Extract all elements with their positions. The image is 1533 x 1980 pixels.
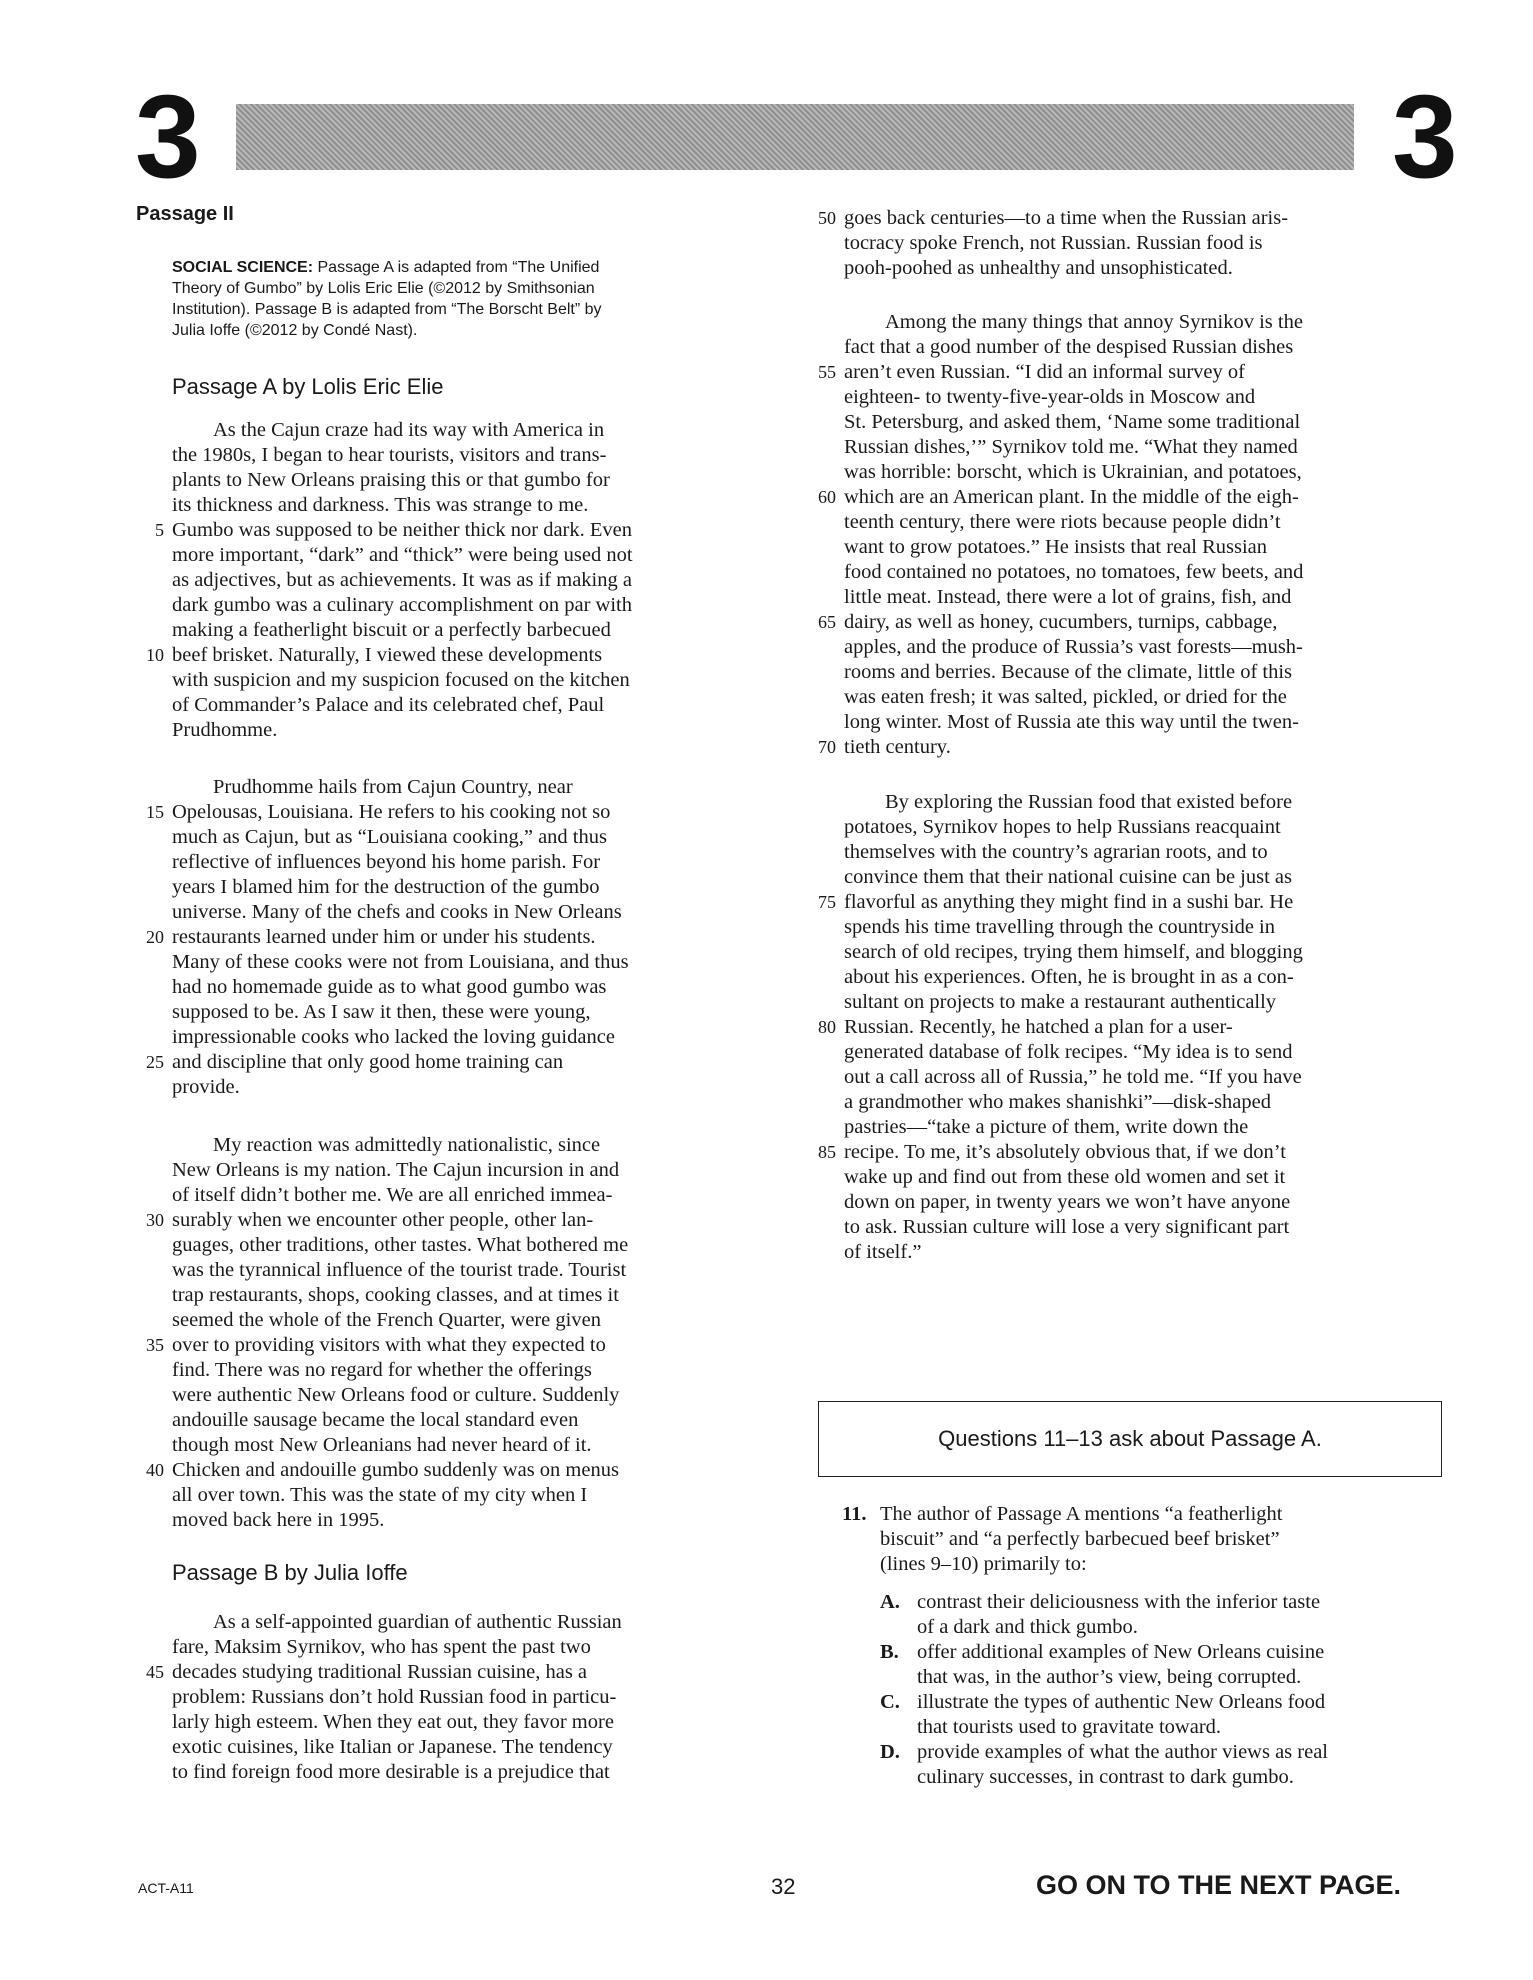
- line-text: to find foreign food more desirable is a prejudice that: [172, 1761, 610, 1783]
- passage-line: [172, 1735, 756, 1760]
- option-text: [917, 1590, 1437, 1640]
- line-text: moved back here in 1995.: [172, 1509, 385, 1531]
- line-text: though most New Orleanians had never heard of it.: [172, 1434, 592, 1456]
- line-number: 45: [146, 1662, 164, 1682]
- passage-line: [844, 385, 1442, 410]
- passage-line: [844, 965, 1442, 990]
- passage-line: [844, 660, 1442, 685]
- line-number: 85: [818, 1142, 836, 1162]
- line-text: potatoes, Syrnikov hopes to help Russians reacquaint: [844, 816, 1281, 838]
- line-text: fact that a good number of the despised Russian dishes: [844, 336, 1294, 358]
- line-number: 50: [818, 208, 836, 228]
- passage-line: [172, 1483, 756, 1508]
- passage-line: [844, 790, 1442, 815]
- line-text: plants to New Orleans praising this or that gumbo for: [172, 469, 610, 491]
- line-text: the 1980s, I began to hear tourists, visitors and trans-: [172, 444, 607, 466]
- passage-line: [172, 468, 756, 493]
- line-text: over to providing visitors with what they expected to: [172, 1334, 606, 1356]
- passage-line: [172, 850, 756, 875]
- line-number: 30: [146, 1210, 164, 1230]
- line-number: 20: [146, 927, 164, 947]
- option-letter: C.: [880, 1691, 900, 1713]
- line-text: was eaten fresh; it was salted, pickled, or dried for the: [844, 686, 1287, 708]
- passage-line: [146, 1458, 756, 1483]
- questions-instruction-box: Questions 11–13 ask about Passage A.: [818, 1401, 1442, 1477]
- passage-line: [146, 1660, 756, 1685]
- passage-line: [844, 840, 1442, 865]
- line-text: teenth century, there were riots because people didn’t: [844, 511, 1281, 533]
- footer-test-code: ACT-A11: [138, 1880, 194, 1896]
- line-text: problem: Russians don’t hold Russian food in particu-: [172, 1686, 617, 1708]
- line-text: to ask. Russian culture will lose a very significant part: [844, 1216, 1290, 1238]
- line-text: had no homemade guide as to what good gumbo was: [172, 976, 607, 998]
- section-number-right: 3: [1392, 71, 1458, 203]
- line-text: Russian dishes,’” Syrnikov told me. “What they named: [844, 436, 1298, 458]
- line-text: with suspicion and my suspicion focused on the kitchen: [172, 669, 630, 691]
- passage-line: [844, 635, 1442, 660]
- passage-line: [844, 685, 1442, 710]
- line-text: pooh-poohed as unhealthy and unsophisticated.: [844, 257, 1233, 279]
- passage-line: [818, 485, 1442, 510]
- line-text: little meat. Instead, there were a lot of grains, fish, and: [844, 586, 1292, 608]
- passage-line: [844, 535, 1442, 560]
- line-text: out a call across all of Russia,” he told me. “If you have: [844, 1066, 1302, 1088]
- passage-line: [172, 493, 756, 518]
- passage-line: [844, 335, 1442, 360]
- passage-line: [146, 1333, 756, 1358]
- passage-line: [818, 890, 1442, 915]
- passage-line: [172, 1258, 756, 1283]
- line-text: As a self-appointed guardian of authentic Russian: [172, 1611, 622, 1633]
- passage-line: [172, 1610, 756, 1635]
- passage-line: [172, 875, 756, 900]
- passage-line: [844, 915, 1442, 940]
- option-text: [917, 1740, 1437, 1790]
- line-text: andouille sausage became the local standard even: [172, 1409, 579, 1431]
- line-text: long winter. Most of Russia ate this way until the twen-: [844, 711, 1299, 733]
- passage-a-paragraph-2: [146, 775, 756, 1100]
- line-text: goes back centuries—to a time when the Russian aris-: [844, 207, 1289, 229]
- stem-line: The author of Passage A mentions “a featherlight: [880, 1503, 1283, 1525]
- line-text: convince them that their national cuisine can be just as: [844, 866, 1293, 888]
- line-text: Many of these cooks were not from Louisiana, and thus: [172, 951, 629, 973]
- passage-line: [172, 1710, 756, 1735]
- passage-line: [172, 1635, 756, 1660]
- passage-line: [844, 1240, 1442, 1265]
- passage-line: [172, 1685, 756, 1710]
- line-number: 70: [818, 737, 836, 757]
- passage-line: [172, 718, 756, 743]
- option-line: that was, in the author’s view, being corrupted.: [917, 1666, 1302, 1688]
- line-number: 35: [146, 1335, 164, 1355]
- passage-line: [172, 1508, 756, 1533]
- line-text: making a featherlight biscuit or a perfectly barbecued: [172, 619, 611, 641]
- line-number: 5: [155, 520, 164, 540]
- passage-line: [146, 1208, 756, 1233]
- line-text: Russian. Recently, he hatched a plan for a user-: [844, 1016, 1233, 1038]
- passage-a-paragraph-3: [146, 1133, 756, 1533]
- passage-line: [844, 560, 1442, 585]
- option-line: contrast their deliciousness with the inferior taste: [917, 1591, 1321, 1613]
- passage-line: [818, 735, 1442, 760]
- line-text: about his experiences. Often, he is brought in as a con-: [844, 966, 1294, 988]
- page-number: 32: [771, 1874, 796, 1899]
- line-number: 25: [146, 1052, 164, 1072]
- passage-line: [844, 585, 1442, 610]
- passage-line: [172, 593, 756, 618]
- intro-line: Institution). Passage B is adapted from “The Borscht Belt” by: [172, 301, 602, 318]
- line-text: generated database of folk recipes. “My idea is to send: [844, 1041, 1293, 1063]
- passage-line: [172, 543, 756, 568]
- line-text: years I blamed him for the destruction of the gumbo: [172, 876, 600, 898]
- line-number: 10: [146, 645, 164, 665]
- line-text: flavorful as anything they might find in a sushi bar. He: [844, 891, 1294, 913]
- line-text: Prudhomme.: [172, 719, 278, 741]
- passage-line: [844, 710, 1442, 735]
- line-number: 15: [146, 802, 164, 822]
- passage-line: [172, 1383, 756, 1408]
- line-text: apples, and the produce of Russia’s vast forests—mush-: [844, 636, 1303, 658]
- passage-line: [844, 1190, 1442, 1215]
- option-line: offer additional examples of New Orleans cuisine: [917, 1641, 1325, 1663]
- line-text: find. There was no regard for whether the offerings: [172, 1359, 592, 1381]
- line-text: aren’t even Russian. “I did an informal survey of: [844, 361, 1245, 383]
- line-text: dark gumbo was a culinary accomplishment on par with: [172, 594, 632, 616]
- line-text: decades studying traditional Russian cuisine, has a: [172, 1661, 588, 1683]
- passage-line: [844, 460, 1442, 485]
- line-text: was horrible: borscht, which is Ukrainian, and potatoes,: [844, 461, 1302, 483]
- passage-b-heading: Passage B by Julia Ioffe: [172, 1560, 408, 1585]
- passage-line: [844, 1065, 1442, 1090]
- intro-lead: SOCIAL SCIENCE:: [172, 259, 314, 276]
- line-text: By exploring the Russian food that existed before: [844, 791, 1293, 813]
- line-text: universe. Many of the chefs and cooks in New Orleans: [172, 901, 622, 923]
- line-text: Opelousas, Louisiana. He refers to his cooking not so: [172, 801, 611, 823]
- line-text: Among the many things that annoy Syrnikov is the: [844, 311, 1303, 333]
- passage-a-heading: Passage A by Lolis Eric Elie: [172, 374, 444, 399]
- line-text: down on paper, in twenty years we won’t have anyone: [844, 1191, 1291, 1213]
- option-line: of a dark and thick gumbo.: [917, 1616, 1138, 1638]
- passage-line: [172, 775, 756, 800]
- stem-line: biscuit” and “a perfectly barbecued beef brisket”: [880, 1528, 1280, 1550]
- line-text: tieth century.: [844, 736, 951, 758]
- line-number: 60: [818, 487, 836, 507]
- option-letter: A.: [880, 1591, 900, 1613]
- passage-line: [844, 1090, 1442, 1115]
- passage-line: [172, 618, 756, 643]
- line-text: search of old recipes, trying them himself, and blogging: [844, 941, 1303, 963]
- line-text: want to grow potatoes.” He insists that real Russian: [844, 536, 1268, 558]
- line-text: as adjectives, but as achievements. It was as if making a: [172, 569, 632, 591]
- passage-line: [172, 1760, 756, 1785]
- line-text: fare, Maksim Syrnikov, who has spent the past two: [172, 1636, 591, 1658]
- passage-line: [172, 1358, 756, 1383]
- intro-line-text: Passage A is adapted from “The Unified: [313, 259, 600, 276]
- passage-line: [818, 610, 1442, 635]
- passage-line: [172, 1233, 756, 1258]
- line-number: 75: [818, 892, 836, 912]
- go-on-instruction: GO ON TO THE NEXT PAGE.: [1036, 1870, 1402, 1900]
- line-text: which are an American plant. In the middle of the eigh-: [844, 486, 1299, 508]
- question-number: 11.: [842, 1503, 867, 1525]
- passage-line: [172, 1025, 756, 1050]
- line-text: eighteen- to twenty-five-year-olds in Moscow and: [844, 386, 1256, 408]
- passage-b-paragraph-1-continued: [818, 206, 1442, 281]
- line-text: of itself.”: [844, 1241, 922, 1263]
- line-number: 80: [818, 1017, 836, 1037]
- line-text: beef brisket. Naturally, I viewed these developments: [172, 644, 603, 666]
- line-text: a grandmother who makes shanishki”—disk-shaped: [844, 1091, 1271, 1113]
- line-text: rooms and berries. Because of the climate, little of this: [844, 661, 1293, 683]
- line-text: of itself didn’t bother me. We are all enriched immea-: [172, 1184, 613, 1206]
- option-line: that tourists used to gravitate toward.: [917, 1716, 1222, 1738]
- line-text: were authentic New Orleans food or culture. Suddenly: [172, 1384, 620, 1406]
- passage-b-paragraph-3: [818, 790, 1442, 1265]
- passage-line: [172, 975, 756, 1000]
- line-number: 40: [146, 1460, 164, 1480]
- intro-line: [172, 259, 599, 276]
- passage-line: [146, 1050, 756, 1075]
- passage-line: [844, 1215, 1442, 1240]
- passage-b-paragraph-1: [146, 1610, 756, 1785]
- passage-line: [172, 1408, 756, 1433]
- line-text: My reaction was admittedly nationalistic, since: [172, 1134, 601, 1156]
- line-text: food contained no potatoes, no tomatoes, few beets, and: [844, 561, 1304, 583]
- passage-line: [172, 825, 756, 850]
- line-text: all over town. This was the state of my city when I: [172, 1484, 588, 1506]
- line-text: New Orleans is my nation. The Cajun incursion in and: [172, 1159, 620, 1181]
- passage-line: [146, 643, 756, 668]
- passage-line: [172, 950, 756, 975]
- section-number-left: 3: [135, 71, 201, 203]
- line-text: supposed to be. As I saw it then, these were young,: [172, 1001, 591, 1023]
- passage-line: [844, 256, 1442, 281]
- line-text: reflective of influences beyond his home parish. For: [172, 851, 601, 873]
- line-text: and discipline that only good home training can: [172, 1051, 564, 1073]
- line-text: restaurants learned under him or under his students.: [172, 926, 596, 948]
- line-text: exotic cuisines, like Italian or Japanese. The tendency: [172, 1736, 613, 1758]
- passage-line: [844, 990, 1442, 1015]
- question-stem: [880, 1502, 1440, 1577]
- passage-line: [172, 568, 756, 593]
- passage-line: [172, 443, 756, 468]
- passage-line: [844, 1040, 1442, 1065]
- line-text: trap restaurants, shops, cooking classes, and at times it: [172, 1284, 619, 1306]
- line-number: 65: [818, 612, 836, 632]
- line-text: dairy, as well as honey, cucumbers, turnips, cabbage,: [844, 611, 1278, 633]
- option-line: provide examples of what the author views as real: [917, 1741, 1329, 1763]
- passage-line: [172, 1183, 756, 1208]
- line-number: 55: [818, 362, 836, 382]
- stem-line: (lines 9–10) primarily to:: [880, 1553, 1087, 1575]
- line-text: wake up and find out from these old women and set it: [844, 1166, 1286, 1188]
- passage-line: [172, 1283, 756, 1308]
- passage-line: [818, 1140, 1442, 1165]
- line-text: themselves with the country’s agrarian roots, and to: [844, 841, 1268, 863]
- line-text: guages, other traditions, other tastes. What bothered me: [172, 1234, 629, 1256]
- passage-line: [844, 410, 1442, 435]
- option-letter: D.: [880, 1741, 900, 1763]
- intro-line: Theory of Gumbo” by Lolis Eric Elie (©2012 by Smithsonian: [172, 280, 595, 297]
- passage-line: [844, 815, 1442, 840]
- line-text: seemed the whole of the French Quarter, were given: [172, 1309, 601, 1331]
- passage-line: [844, 435, 1442, 460]
- line-text: As the Cajun craze had its way with America in: [172, 419, 605, 441]
- line-text: St. Petersburg, and asked them, ‘Name some traditional: [844, 411, 1301, 433]
- line-text: spends his time travelling through the countryside in: [844, 916, 1276, 938]
- line-text: more important, “dark” and “thick” were being used not: [172, 544, 633, 566]
- passage-line: [172, 1133, 756, 1158]
- option-line: illustrate the types of authentic New Orleans food: [917, 1691, 1326, 1713]
- line-text: Chicken and andouille gumbo suddenly was on menus: [172, 1459, 619, 1481]
- line-text: Gumbo was supposed to be neither thick nor dark. Even: [172, 519, 633, 541]
- line-text: much as Cajun, but as “Louisiana cooking,” and thus: [172, 826, 607, 848]
- passage-line: [172, 418, 756, 443]
- line-text: Prudhomme hails from Cajun Country, near: [172, 776, 573, 798]
- line-text: was the tyrannical influence of the tourist trade. Tourist: [172, 1259, 627, 1281]
- passage-a-paragraph-1: [146, 418, 756, 743]
- passage-line: [818, 360, 1442, 385]
- option-text: [917, 1640, 1437, 1690]
- passage-line: [146, 925, 756, 950]
- section-header-bar: [236, 104, 1354, 170]
- line-text: its thickness and darkness. This was strange to me.: [172, 494, 589, 516]
- passage-line: [146, 800, 756, 825]
- option-letter: B.: [880, 1641, 899, 1663]
- passage-line: [844, 1165, 1442, 1190]
- intro-line: Julia Ioffe (©2012 by Condé Nast).: [172, 322, 418, 339]
- passage-line: [172, 1000, 756, 1025]
- line-text: pastries—“take a picture of them, write down the: [844, 1116, 1249, 1138]
- line-text: provide.: [172, 1076, 240, 1098]
- passage-line: [844, 510, 1442, 535]
- passage-line: [172, 900, 756, 925]
- passage-line: [172, 1158, 756, 1183]
- passage-line: [172, 1075, 756, 1100]
- passage-line: [844, 231, 1442, 256]
- option-line: culinary successes, in contrast to dark gumbo.: [917, 1766, 1294, 1788]
- passage-line: [172, 693, 756, 718]
- option-text: [917, 1690, 1437, 1740]
- passage-line: [844, 865, 1442, 890]
- line-text: surably when we encounter other people, other lan-: [172, 1209, 594, 1231]
- passage-line: [844, 310, 1442, 335]
- passage-line: [172, 1308, 756, 1333]
- line-text: sultant on projects to make a restaurant authentically: [844, 991, 1277, 1013]
- passage-label: Passage II: [136, 203, 234, 225]
- line-text: larly high esteem. When they eat out, they favor more: [172, 1711, 614, 1733]
- line-text: of Commander’s Palace and its celebrated chef, Paul: [172, 694, 605, 716]
- passage-line: [818, 1015, 1442, 1040]
- passage-line: [844, 1115, 1442, 1140]
- passage-line: [172, 668, 756, 693]
- line-text: tocracy spoke French, not Russian. Russian food is: [844, 232, 1263, 254]
- line-text: recipe. To me, it’s absolutely obvious that, if we don’t: [844, 1141, 1286, 1163]
- line-text: impressionable cooks who lacked the loving guidance: [172, 1026, 615, 1048]
- passage-line: [818, 206, 1442, 231]
- passage-line: [155, 518, 756, 543]
- passage-line: [172, 1433, 756, 1458]
- passage-b-paragraph-2: [818, 310, 1442, 760]
- passage-intro: [172, 257, 762, 341]
- passage-line: [844, 940, 1442, 965]
